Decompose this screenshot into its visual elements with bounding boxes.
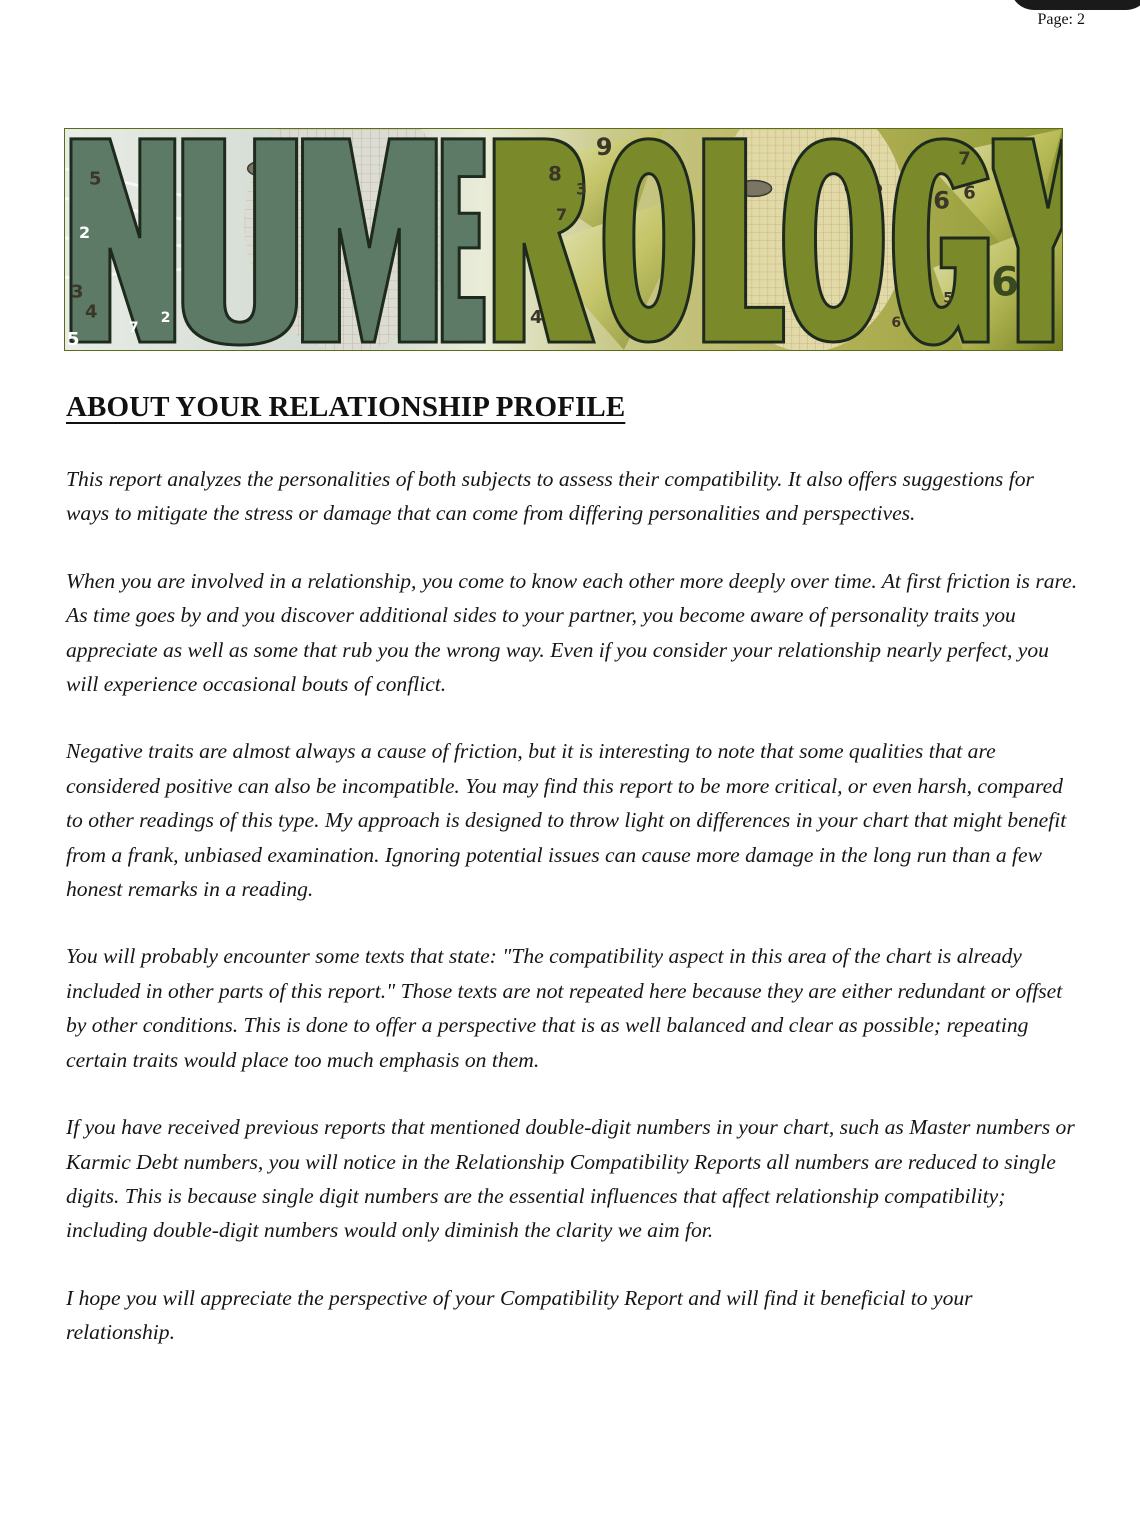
banner-artwork xyxy=(65,129,1062,350)
digit-mark: 4 xyxy=(84,301,98,323)
digit-mark: 6 xyxy=(991,259,1019,306)
digit-mark: 8 xyxy=(548,162,562,186)
numerology-banner xyxy=(64,128,1063,351)
page-number: Page: 2 xyxy=(1037,11,1085,28)
digit-mark: 2 xyxy=(160,310,171,327)
digit-mark: 4 xyxy=(530,307,543,329)
digit-mark: 5 xyxy=(943,290,953,307)
paragraph-closing: I hope you will appreciate the perspective of your Compatibility Report and will find it beneficial to your relationship. xyxy=(66,1285,973,1345)
digit-mark: 5 xyxy=(88,168,102,190)
paragraph-single-digits: If you have received previous reports that mentioned double-digit numbers in your chart, such as Master numbers or Karmic Debt numbers, you will notice in the Relationship Compatibility Reports all numbers are reduced to single digits. This is because single digit numbers are the essential influences that affect relationship compatibility; including double-digit numbers would only diminish the clarity we aim for. xyxy=(66,1115,1075,1243)
digit-mark: 6 xyxy=(891,315,902,332)
digit-mark: 6 xyxy=(933,186,950,215)
window-corner-tab xyxy=(1010,0,1140,10)
digit-mark: 9 xyxy=(595,132,613,161)
digit-mark: 2 xyxy=(78,223,91,242)
digit-mark: 6 xyxy=(963,182,976,204)
body-text xyxy=(66,462,1081,1383)
paragraph-repeated-texts: You will probably encounter some texts that state: "The compatibility aspect in this area of the chart is already included in other parts of this report." Those texts are not repeated here because they are either redundant or offset by other conditions. This is done to offer a perspective that is as well balanced and clear as possible; repeating certain traits would place too much emphasis on them. xyxy=(66,944,1063,1072)
paragraph-intro: This report analyzes the personalities of both subjects to assess their compatibility. It also offers suggestions for ways to mitigate the stress or damage that can come from differing personalities and perspectives. xyxy=(66,467,1034,526)
paragraph-relationship: When you are involved in a relationship, you come to know each other more deeply over time. At first friction is rare. As time goes by and you discover additional sides to your partner, you become aware of personality traits you appreciate as well as some that rub you the wrong way. Even if you consider your relationship nearly perfect, you will experience occasional bouts of conflict. xyxy=(66,568,1078,697)
section-heading: ABOUT YOUR RELATIONSHIP PROFILE xyxy=(66,391,626,423)
digit-mark: 3 xyxy=(70,281,84,303)
digit-mark: 3 xyxy=(575,179,588,199)
digit-mark: 5 xyxy=(66,329,80,350)
digit-mark: 7 xyxy=(556,205,568,225)
digit-mark: 7 xyxy=(128,320,139,337)
digit-mark: 7 xyxy=(958,148,971,170)
paragraph-negative-traits: Negative traits are almost always a cause of friction, but it is interesting to note that some qualities that are considered positive can also be incompatible. You may find this report to be more critical, or even harsh, compared to other readings of this type. My approach is designed to throw light on differences in your chart that might benefit from a frank, unbiased examination. Ignoring potential issues can cause more damage in the long run than a few honest remarks in a reading. xyxy=(66,739,1067,902)
